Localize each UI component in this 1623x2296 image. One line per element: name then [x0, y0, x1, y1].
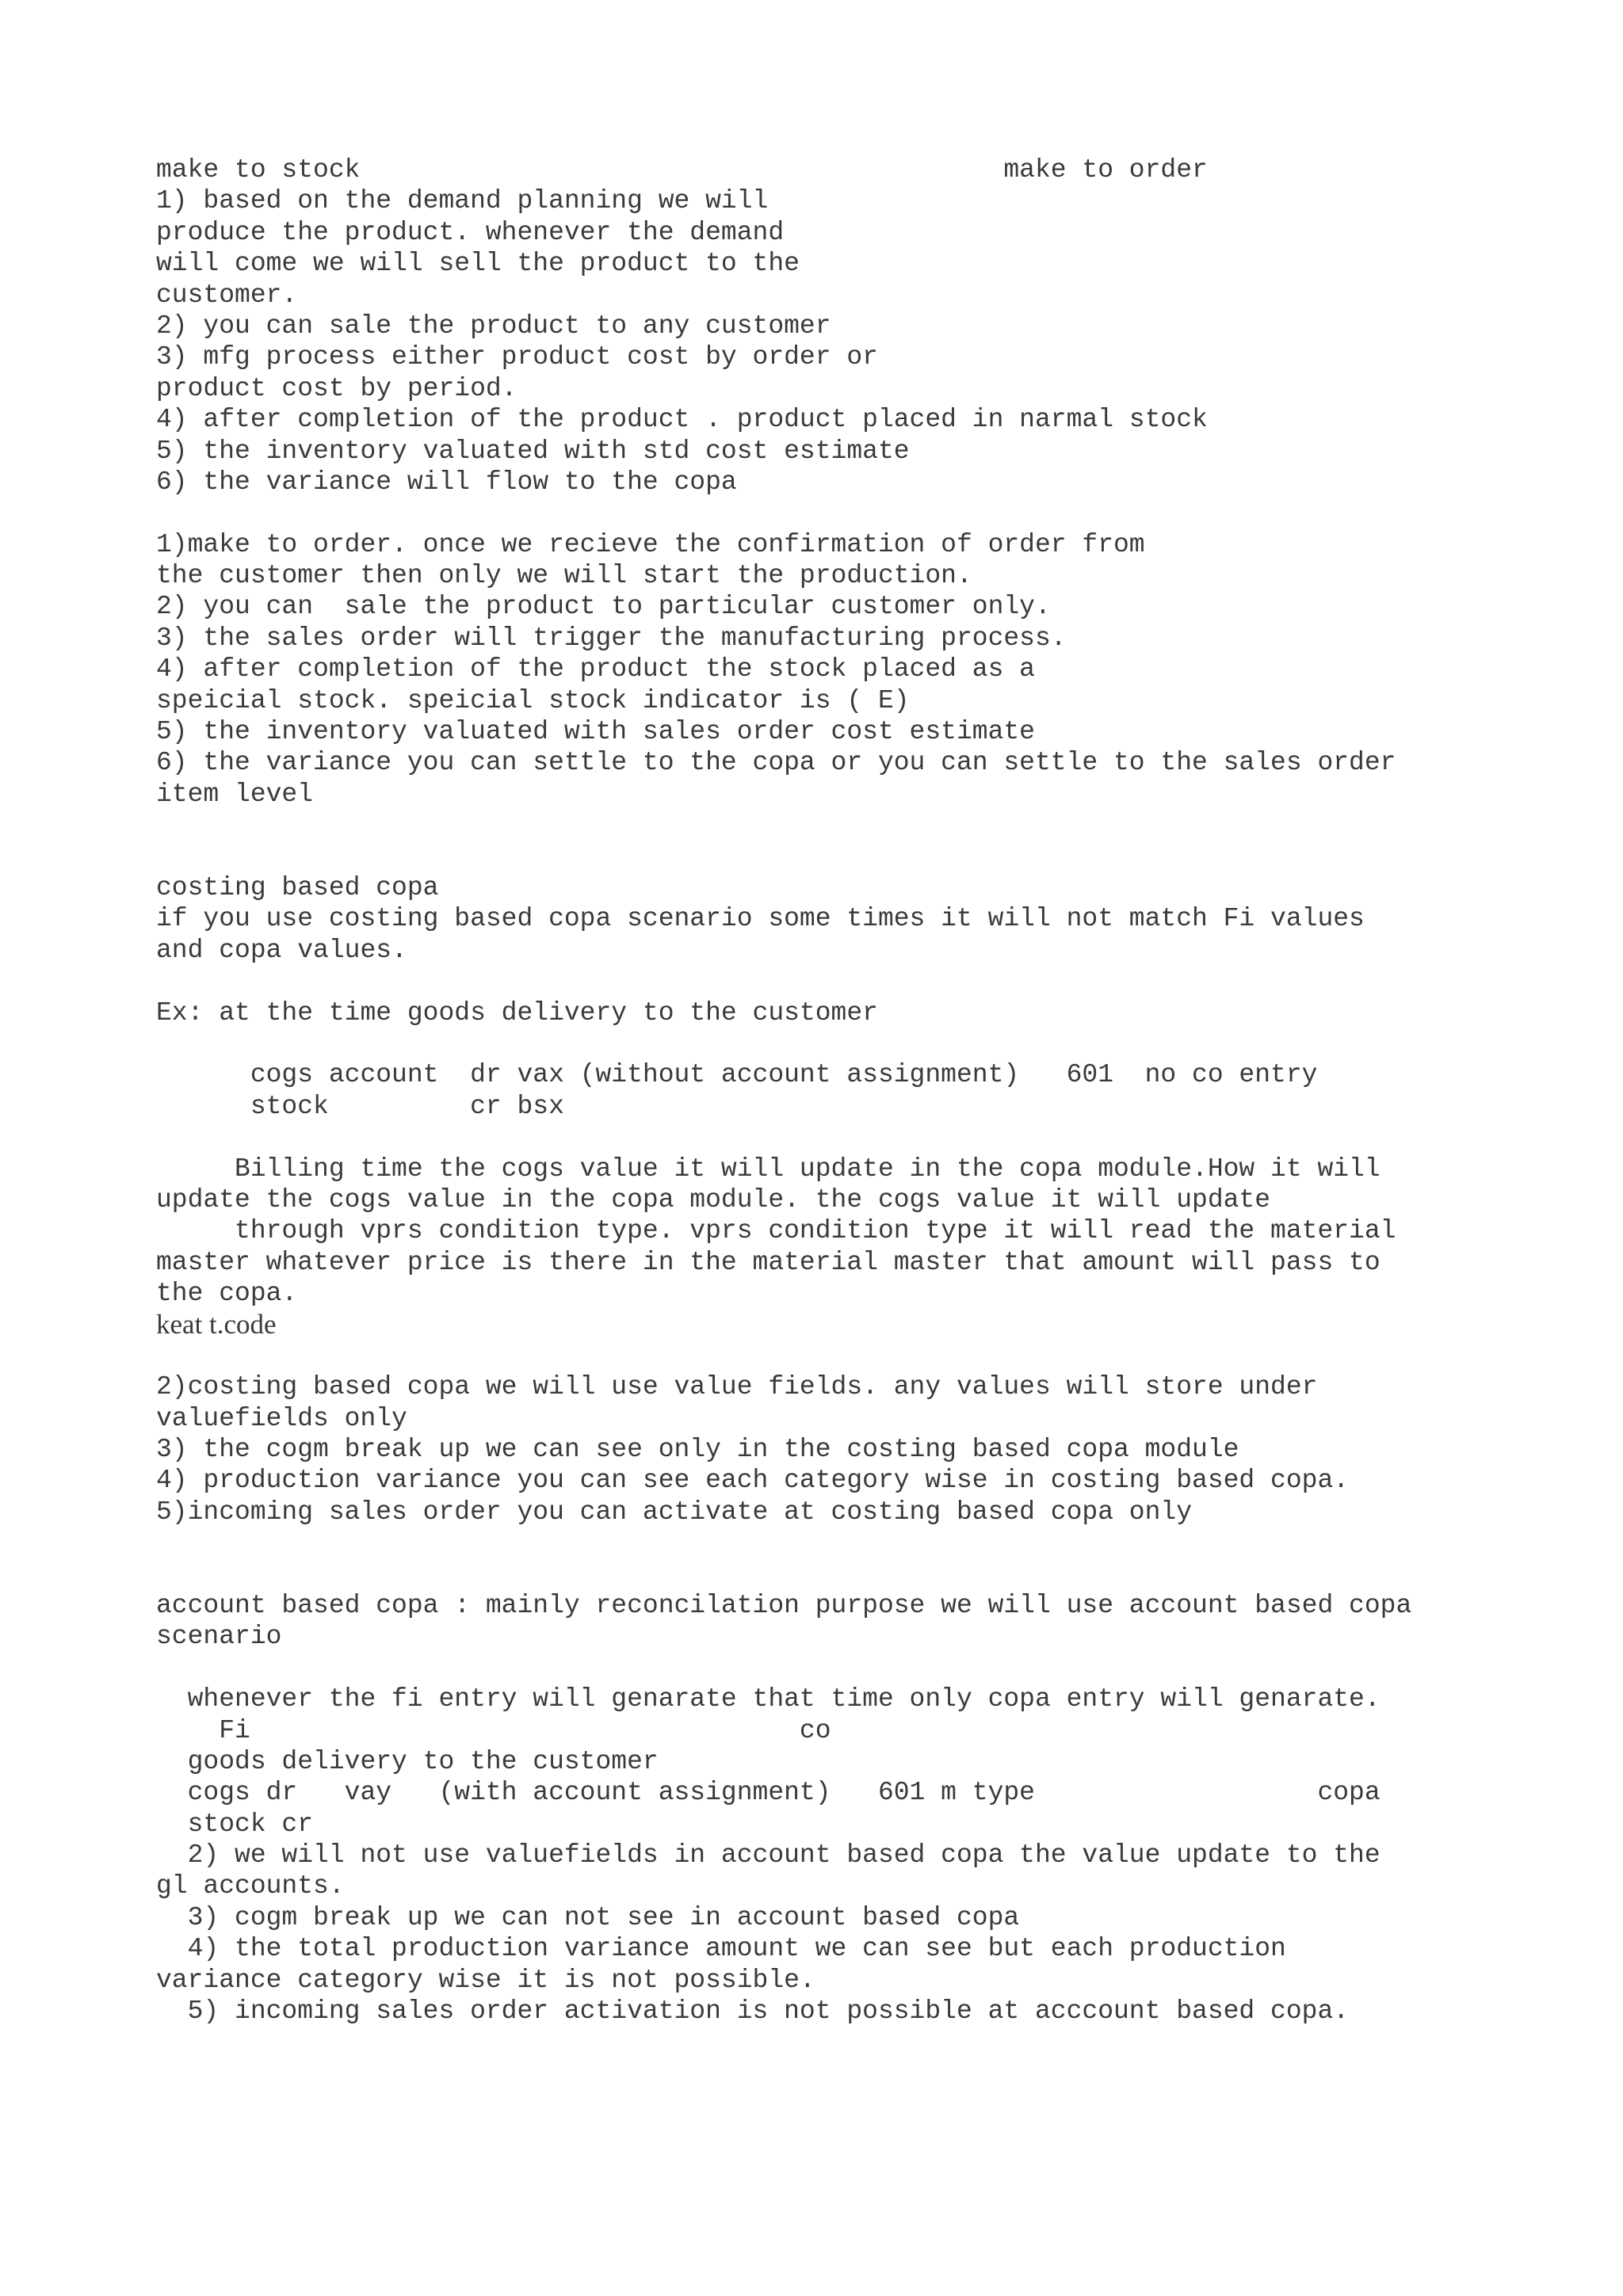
text-line: Ex: at the time goods delivery to the customer — [156, 997, 878, 1028]
text-line: 5) the inventory valuated with sales order cost estimate — [156, 717, 1035, 747]
text-line: scenario — [156, 1622, 282, 1652]
blank-line — [156, 1122, 1583, 1153]
text-line: stock cr — [156, 1809, 314, 1839]
text-line: and copa values. — [156, 935, 407, 965]
text-line: valuefields only — [156, 1403, 407, 1433]
text-line: 3) mfg process either product cost by order or — [156, 342, 878, 372]
text-line: the copa. — [156, 1279, 298, 1309]
text-line: 6) the variance you can settle to the copa or you can settle to the sales order — [156, 748, 1396, 778]
text-line: Fi co — [156, 1715, 831, 1745]
text-line: 5) incoming sales order activation is not possible at acccount based copa. — [156, 1997, 1350, 2027]
blank-line — [156, 498, 1583, 528]
text-line: product cost by period. — [156, 373, 517, 403]
text-line: update the cogs value in the copa module. the cogs value it will update — [156, 1184, 1271, 1215]
blank-line — [156, 841, 1583, 872]
text-line: if you use costing based copa scenario some times it will not match Fi values — [156, 904, 1365, 934]
blank-line — [156, 1653, 1583, 1684]
text-line: 1)make to order. once we recieve the confirmation of order from — [156, 529, 1145, 559]
text-line: goods delivery to the customer — [156, 1746, 659, 1776]
text-line: 4) production variance you can see each category wise in costing based copa. — [156, 1466, 1350, 1496]
text-line: master whatever price is there in the material master that amount will pass to — [156, 1247, 1381, 1277]
blank-line — [156, 1527, 1583, 1558]
text-line: produce the product. whenever the demand — [156, 217, 785, 247]
text-line: speicial stock. speicial stock indicator is ( E) — [156, 685, 910, 715]
text-line: 5) the inventory valuated with std cost estimate — [156, 436, 910, 466]
blank-line — [156, 1341, 1583, 1371]
text-line: account based copa : mainly reconcilation purpose we will use account based copa — [156, 1590, 1412, 1620]
blank-line — [156, 1028, 1583, 1059]
text-line: whenever the fi entry will genarate that time only copa entry will genarate. — [156, 1684, 1381, 1714]
blank-line — [156, 810, 1583, 841]
text-line: Billing time the cogs value it will update in the copa module.How it will — [156, 1154, 1381, 1184]
text-line: 4) after completion of the product . product placed in narmal stock — [156, 405, 1208, 435]
text-line: 5)incoming sales order you can activate at costing based copa only — [156, 1497, 1193, 1527]
text-line: keat t.code — [156, 1309, 277, 1341]
blank-line — [156, 1559, 1583, 1590]
text-line: stock cr bsx — [156, 1091, 564, 1121]
text-line: cogs account dr vax (without account assignment) 601 no co entry — [156, 1060, 1318, 1090]
text-line: 2) we will not use valuefields in account based copa the value update to the — [156, 1840, 1381, 1871]
text-line: 3) the sales order will trigger the manufacturing process. — [156, 623, 1067, 653]
text-line: gl accounts. — [156, 1871, 345, 1901]
text-line: 3) the cogm break up we can see only in the costing based copa module — [156, 1435, 1239, 1465]
text-line: customer. — [156, 280, 298, 310]
text-line: 2)costing based copa we will use value fields. any values will store under — [156, 1372, 1318, 1402]
text-line: variance category wise it is not possible. — [156, 1965, 815, 1995]
text-line: 1) based on the demand planning we will — [156, 186, 769, 216]
text-line: 6) the variance will flow to the copa — [156, 467, 737, 497]
text-line: 4) the total production variance amount we can see but each production — [156, 1934, 1286, 1964]
text-line: costing based copa — [156, 872, 439, 902]
document-body — [156, 154, 1583, 2027]
text-line: 2) you can sale the product to particular customer only. — [156, 592, 1051, 622]
text-line: cogs dr vay (with account assignment) 601 m type copa — [156, 1778, 1381, 1808]
text-line: item level — [156, 779, 314, 809]
text-line: will come we will sell the product to the — [156, 249, 800, 279]
text-line: make to stock make to order — [156, 155, 1208, 185]
text-line: the customer then only we will start the production. — [156, 561, 972, 591]
text-line: 2) you can sale the product to any customer — [156, 311, 831, 341]
text-line: 3) cogm break up we can not see in account based copa — [156, 1902, 1020, 1932]
text-line: 4) after completion of the product the stock placed as a — [156, 654, 1035, 685]
text-line: through vprs condition type. vprs condition type it will read the material — [156, 1216, 1396, 1246]
blank-line — [156, 966, 1583, 997]
